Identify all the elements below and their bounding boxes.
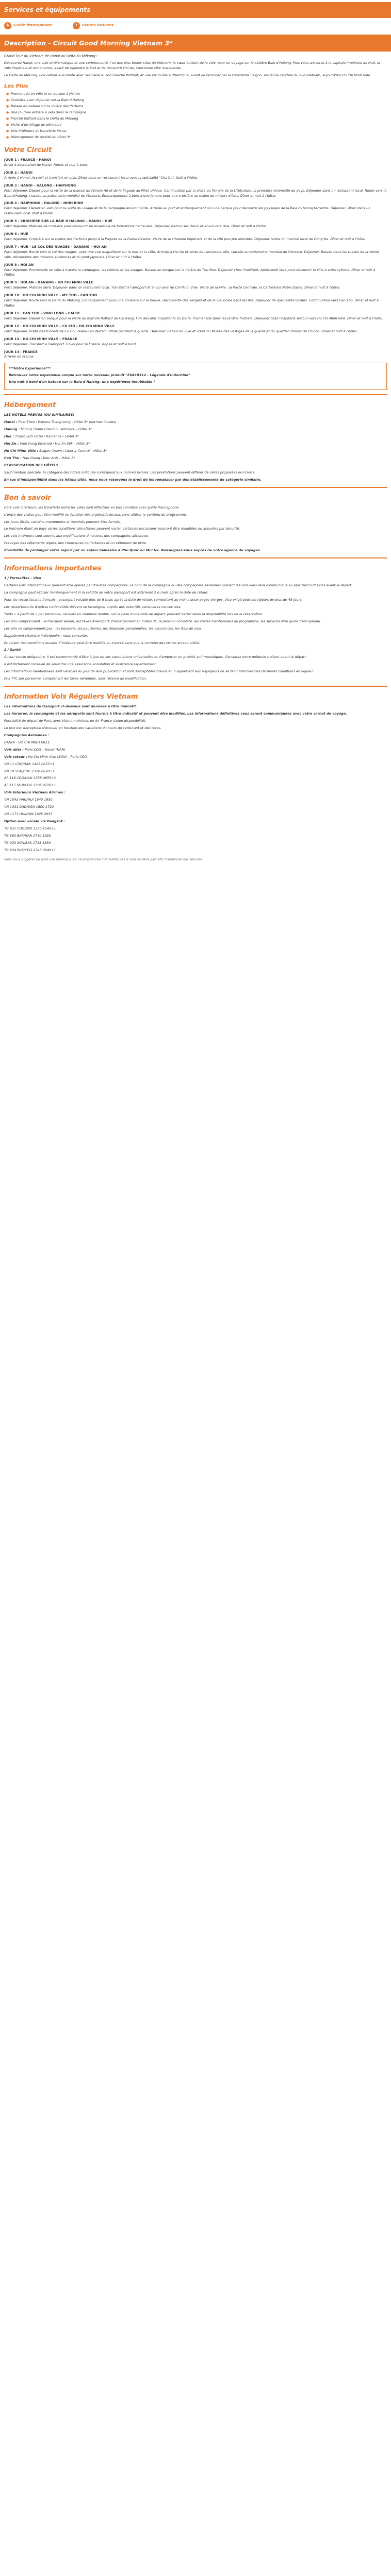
flight-code: VN 1171 HUI/HAN 1925 2035 [4, 812, 53, 817]
hotel-name: Muong Thanh Grand ou similaire – Hôtel 3* [21, 427, 92, 432]
flight-code: VN 1543 HAN/HUI 1840 1950 [4, 798, 53, 802]
hotel-entry [4, 420, 387, 425]
classification-text: Sauf mention spéciale, la catégorie des hôtels indiquée correspond aux normes locales. Les prestations peuvent différer de celles proposées en France. [4, 470, 256, 474]
itinerary-title: Votre Circuit [4, 146, 52, 154]
practical-paragraph: Certains vols internationaux peuvent être opérés par d'autres compagnies. Le nom de la compagnie ou des compagnies aériennes opérant les vols vous sera communiqué au plus tard huit jours avant le départ. [4, 583, 353, 588]
hotel-name: Vinh Hung Emerald / Hoi An Silk – Hôtel 3* [20, 441, 90, 446]
experience-note [4, 363, 387, 390]
service-visits [73, 22, 113, 29]
highlight-item: ● Visite d'un village de pêcheurs [6, 123, 387, 128]
footer-note: Vous nous suggérez ou avez une remarque sur ce programme ? N'hésitez pas à nous en faire part afin d'améliorer nos services. [4, 857, 203, 861]
route-entry [4, 755, 387, 760]
day-text: Petit déjeuner. Route vers le col des nuages, avec une vue magnifique sur la mer et la côte. Arrivée à Hoi An et visite de l'ancienne ville, classée au patrimoine mondial de l'Unesco. Déjeuner. Balade dans les ruelles de la vieille ville, découverte des maisons anciennes et du pont japonais. Dîner et nuit à l'hôtel. [4, 249, 379, 259]
flight-code: VN 1331 DAD/SGN 1600 1720 [4, 805, 54, 809]
services-row [0, 18, 391, 33]
day-text: Petit déjeuner. Départ en barque pour la visite du marché flottant de Cai Rang, l'un des plus importants du Delta. Promenade dans les jardins fruitiers. Déjeuner chez l'habitant. Retour vers Ho Chi Minh Ville. Dîner et nuit à l'hôtel. [4, 316, 384, 320]
hotel-city: Hoi An : [4, 441, 19, 446]
day-title: JOUR 8 : HOI AN [4, 262, 34, 267]
route-entry [4, 748, 387, 753]
day-text: Arrivée en France. [4, 354, 35, 359]
highlights-title: Les Plus [4, 83, 28, 89]
flight-code: TG 934 BKK/CDG 2345 0640+1 [4, 848, 56, 852]
flight-code: VN 10 SGN/CDG 2320 0620+1 [4, 769, 55, 773]
highlight-item: ● Vols intérieurs et transferts inclus [6, 129, 387, 134]
hotel-city: Hanoi : [4, 420, 18, 425]
itinerary-day [4, 183, 387, 199]
practical-title: Informations importantes [4, 565, 102, 573]
route-value: Paris CDG – Hanoi (HAN) [25, 747, 66, 752]
day-title: JOUR 2 : HANOI [4, 170, 33, 175]
day-title: JOUR 13 : HO CHI MINH VILLE – FRANCE [4, 336, 77, 341]
day-title: JOUR 12 : HO CHI MINH VILLE – CU CHI – HO CHI MINH VILLE [4, 324, 115, 328]
route-value: Ho Chi Minh Ville (SGN) – Paris CDG [28, 754, 87, 759]
description-intro-2: Le Delta du Mékong, une nature luxuriante avec ses canaux, son marché flottant, et une vie locale authentique, avant de terminer par la trépidante Saïgon, ancienne capitale du Sud-Vietnam, aujourd'hui Ho Chi Minh Ville. [4, 73, 371, 78]
hotel-city: Hué : [4, 434, 14, 439]
itinerary-day [4, 337, 387, 347]
divider [4, 557, 387, 558]
practical-subtitle: 1 / Formalités - Visa [4, 576, 41, 581]
experience-heading: ***Votre Expérience*** [9, 366, 51, 371]
practical-paragraph: Il est fortement conseillé de souscrire une assurance annulation et assistance rapatriement. [4, 662, 157, 667]
day-title: JOUR 7 : HUÉ – LE COL DES NUAGES - DANANG – HOI AN [4, 244, 107, 249]
hotel-entry [4, 434, 387, 439]
day-text: Petit déjeuner. Matinée de croisière pour découvrir un ensemble de formations rocheuses. Déjeuner. Retour sur Hanoi et envol vers Hué. Dîner et nuit à l'hôtel. [4, 224, 268, 229]
day-text: Petit déjeuner. Transfert à l'aéroport. Envol pour la France. Repas et nuit à bord. [4, 342, 137, 346]
classification-heading: CLASSIFICATION DES HÔTELS [4, 463, 59, 467]
route-label: Vols aller : [4, 747, 24, 752]
hotel-name: First Eden / Espana Thang Long – Hôtel 3* (normes locales) [18, 420, 117, 425]
day-text: Petit déjeuner. Croisière sur la rivière des Parfums jusqu'à la Pagode de la Dame Céleste. Visite de la citadelle impériale et de la cité pourpre interdite. Déjeuner. Visite du marché local de Dong Ba. Dîner et nuit à l'hôtel. [4, 236, 367, 241]
flight-code: TG 560 BKK/HAN 1740 1930 [4, 833, 51, 838]
airlines-heading: Compagnies Aériennes : [4, 733, 50, 737]
day-title: JOUR 6 : HUÉ [4, 232, 28, 236]
day-title: JOUR 10 : HO CHI MINH VILLE - MY THO - CAN THO [4, 293, 97, 298]
itinerary-day [4, 219, 387, 229]
good-to-know-item: Le Vietnam étant un pays où les conditions climatiques peuvent varier, certaines excursions pourront être modifiées ou annulées par sécurité. [4, 527, 240, 531]
highlight-item: ● Hébergement de qualité en hôtel 3* [6, 135, 387, 140]
flights-paragraph: Les horaires, la compagnie et les aéroports sont fournis à titre indicatif et peuvent être modifiés. Les informations définitives vous seront communiquées avec votre carnet de voyage. [4, 711, 347, 716]
divider [4, 686, 387, 687]
practical-paragraph: Aucun vaccin obligatoire. Il est recommandé d'être à jour de ses vaccinations universelles et d'emporter un produit anti-moustiques. Consultez votre médecin traitant avant le départ. [4, 655, 307, 659]
itinerary-day [4, 280, 387, 291]
highlight-item: ● Une journée entière à vélo dans la campagne [6, 110, 387, 115]
services-banner: Services et équipements [0, 2, 391, 18]
flight-code: AF 115 SGN/CDG 2305 0720+1 [4, 783, 56, 788]
practical-paragraph: Les ressortissants d'autres nationalités doivent se renseigner auprès des autorités consulaires concernées. [4, 604, 182, 609]
service-visits-label: Visites incluses [82, 23, 113, 28]
highlight-item: ● Promenade en vélo et en barque à Hoi An [6, 92, 387, 97]
description-section [0, 52, 391, 870]
itinerary-day [4, 232, 387, 242]
practical-paragraph: Prix TTC par personne, comprenant les taxes aériennes, sous réserve de modification. [4, 676, 147, 681]
hotel-city: Ho Chi Minh Ville : [4, 448, 39, 453]
good-to-know-item: L'ordre des visites peut être modifié en fonction des impératifs locaux, sans altérer le contenu du programme. [4, 512, 187, 517]
day-text: Petit déjeuner. Départ pour la visite de la maison de l'Oncle Hô et de la Pagode au Pilier Unique. Continuation par la visite du Temple de la Littérature, la première Université du pays. Déjeuner dans un restaurant local. Route vers la Baie d'Halong, classée au patrimoine mondial de l'Unesco. Embarquement à bord d'une jonque pour une croisière au milieu de milliers d'îlots. Dîner et nuit à l'hôtel. [4, 188, 387, 198]
domestic-heading: Vols intérieurs Vietnam Airlines : [4, 790, 66, 795]
day-text: Arrivée à Hanoi. Accueil et transfert en ville. Dîner dans un restaurant local avec la spécialité "Cha Ca". Nuit à l'hôtel. [4, 175, 199, 180]
divider [4, 394, 387, 395]
alt-heading: Option avec escale via Bangkok : [4, 819, 66, 823]
good-to-know-note: Possibilité de prolonger votre séjour par un séjour balnéaire à Phu Quoc ou Mui Ne. Renseignez-vous auprès de votre agence de voyages. [4, 548, 262, 553]
practical-paragraph: Les prix ne comprennent pas : les boissons, les pourboires, les dépenses personnelles, les assurances, les frais de visa. [4, 626, 202, 631]
flight-code: TG 931 CDG/BKK 2320 1545+1 [4, 826, 56, 831]
divider [4, 487, 387, 488]
good-to-know-item: Prévoyez des vêtements légers, des chaussures confortables et un vêtement de pluie. [4, 541, 147, 546]
practical-paragraph: Pour les ressortissants français : passeport valable plus de 6 mois après la date de retour, comportant au moins deux pages vierges. Visa exigé pour les séjours de plus de 45 jours. [4, 598, 303, 602]
hotel-entry [4, 449, 387, 454]
experience-line: Une nuit à bord d'un bateau sur la Baie d'Halong, une expérience inoubliable ! [9, 380, 155, 384]
flight-code: VN 11 CDG/HAN 1425 0655+1 [4, 761, 55, 766]
day-title: JOUR 3 : HANOI – HALONG – HAIPHONG [4, 183, 76, 188]
hotel-entry [4, 456, 387, 461]
good-to-know-item: Les jours fériés, certains monuments et marchés peuvent être fermés. [4, 519, 121, 524]
hotel-entry [4, 427, 387, 432]
accommodation-title: Hébergement [4, 401, 56, 410]
highlight-item: ● Croisière avec déjeuner sur la Baie d'Halong [6, 98, 387, 103]
description-intro-1: Découvrez Hanoi, une ville emblématique et une communauté, l'un des plus beaux sites du Vietnam, le cœur battant de la ville, pour un voyage sur la célèbre Baie d'Halong. Puis vous arriverez à la capitale impériale de Hué, la ville impériale et son charme, avant de rejoindre le Sud et de découvrir Hoi An, l'ancienne ville marchande. [4, 61, 380, 71]
day-text: Envol à destination de Hanoi. Repas et nuit à bord. [4, 162, 89, 167]
guide-icon: ♟ [4, 22, 11, 29]
day-text: Petit déjeuner. Promenade en vélo à travers la campagne, les rizières et les villages. Balade en barque sur la rivière de Thu Bon. Déjeuner chez l'habitant. Après-midi libre pour découvrir la ville à votre rythme. Dîner et nuit à l'hôtel. [4, 267, 376, 277]
day-text: Petit déjeuner. Départ en vélo pour la visite du village et de la campagne environnante. Arrivée au port et embarquement sur une barque pour découvrir les paysages de la Baie d'Halong terrestre. Déjeuner. Dîner dans un restaurant local. Nuit à l'hôtel. [4, 206, 371, 216]
practical-paragraph: La compagnie peut refuser l'embarquement si la validité de votre passeport est inférieure à 6 mois après la date de retour. [4, 590, 208, 595]
itinerary-day [4, 350, 387, 360]
itinerary-day [4, 171, 387, 181]
good-to-know-item: Les vols intérieurs sont soumis aux modifications d'horaires des compagnies aériennes. [4, 534, 150, 538]
description-subtitle: Grand Tour du Vietnam de Hanoi au Delta du Mékong ! [4, 54, 98, 58]
good-to-know-title: Bon à savoir [4, 494, 51, 502]
accommodation-intro: LES HÔTELS PRÉVUS (OU SIMILAIRES) [4, 413, 75, 417]
highlight-item: ● Marché flottant dans le Delta du Mékong [6, 116, 387, 122]
practical-subtitle-2: 2 / Santé [4, 648, 21, 652]
practical-paragraph: Les prix comprennent : le transport aérien, les taxes d'aéroport, l'hébergement en hôtels 3*, la pension complète, les visites mentionnées au programme, les services d'un guide francophone. [4, 619, 321, 623]
highlights-list [6, 92, 387, 140]
itinerary-day [4, 263, 387, 278]
flight-code: AF 118 CDG/HAN 1355 0655+1 [4, 776, 56, 781]
experience-line: Retrouvez notre expérience unique sur notre nouveau produit "ZVALR112 - Légende d'Indochine" [9, 373, 190, 378]
accommodation-extra: En cas d'indisponibilité dans les hôtels cités, nous nous réservons le droit de les remplacer par des établissements de catégorie similaire. [4, 477, 262, 482]
airlines-text: HANOI - HO CHI MINH VILLE [4, 740, 50, 744]
day-title: JOUR 5 : CROISIÈRE SUR LA BAIE D'HALONG – HANOI – HUÉ [4, 219, 112, 224]
route-label: Vols retour : [4, 754, 27, 759]
good-to-know-item: Hors vols intérieurs, les transferts entre les villes sont effectués en bus climatisé avec guide francophone. [4, 505, 180, 510]
day-title: JOUR 1 : FRANCE - HANOI [4, 157, 51, 162]
practical-paragraph: Les informations mentionnées sont valables au jour de leur publication et sont susceptibles d'évoluer. Il appartient aux voyageurs de se tenir informés des dernières conditions en vigueur. [4, 669, 315, 674]
practical-paragraph: Supplément chambre individuelle : nous consulter. [4, 633, 88, 638]
hotel-name: Thanh Lich Hotel / Romance – Hôtel 3* [15, 434, 79, 439]
itinerary-day [4, 201, 387, 216]
day-title: JOUR 11 : CAN THO – VINH LONG – CAI BE [4, 311, 80, 316]
practical-paragraph: Tarifs « à partir de » par personne, calculés en chambre double, sur la base d'une date de départ, pouvant varier selon la disponibilité lors de la réservation. [4, 612, 264, 616]
hotel-name: Hau Giang / Kieu Anh – Hôtel 3* [22, 455, 75, 460]
flights-title: Information Vols Réguliers Vietnam [4, 693, 138, 701]
day-text: Petit déjeuner. Visite des tunnels de Cu Chi, réseau souterrain utilisé pendant la guerre. Déjeuner. Retour en ville et visite du Musée des vestiges de la guerre et du quartier chinois de Cholon. Dîner et nuit à l'hôtel. [4, 329, 358, 333]
day-text: Petit déjeuner. Route vers le Delta du Mékong. Embarquement pour une croisière sur le fleuve. Découverte des vergers et de la vie locale dans les îles. Déjeuner de spécialités locales. Continuation vers Can Tho. Dîner et nuit à l'hôtel. [4, 298, 379, 308]
day-title: JOUR 14 : FRANCE [4, 349, 38, 354]
flight-code: TG 933 SGN/BKK 1715 1850 [4, 840, 51, 845]
visa-icon: ✈ [73, 22, 80, 29]
day-text: Petit déjeuner. Matinée libre. Déjeuner dans un restaurant local. Transfert à l'aéroport et envol vers Ho Chi Minh Ville. Visite de la ville : la Poste Centrale, la Cathédrale Notre Dame. Dîner et nuit à l'hôtel. [4, 285, 340, 290]
flights-paragraph: Possibilité de départ de Paris avec Vietnam Airlines ou Air France (selon disponibilité). [4, 719, 146, 723]
flights-paragraph: Le prix est susceptible d'évoluer en fonction des variations du cours du carburant et des taxes. [4, 725, 162, 730]
itinerary-day [4, 311, 387, 321]
hotel-entry [4, 442, 387, 447]
highlight-item: ● Balade en bateau sur la rivière des Parfums [6, 104, 387, 109]
itinerary-day [4, 293, 387, 309]
service-guide-label: Guide francophone [13, 23, 53, 28]
practical-paragraph: En raison des conditions locales, l'itinéraire peut être modifié ou inversé sans que le contenu des visites en soit altéré. [4, 640, 201, 645]
day-title: JOUR 9 : HOI AN – DANANG – HO CHI MINH VILLE [4, 280, 93, 285]
itinerary-day [4, 324, 387, 334]
hotel-city: Can Tho : [4, 455, 22, 460]
day-title: JOUR 4 : HAIPHONG - HALONG - NINH BINH [4, 201, 84, 206]
service-guide [4, 22, 52, 29]
flights-intro: Les informations de transport ci-dessous sont données à titre indicatif. [4, 704, 137, 709]
hotel-name: Saigon Crown / Liberty Central – Hôtel 3* [39, 448, 107, 453]
description-banner: Description - Circuit Good Morning Vietnam 3* [0, 35, 391, 52]
itinerary-day [4, 158, 387, 168]
itinerary-day [4, 245, 387, 260]
hotel-city: Halong : [4, 427, 20, 432]
